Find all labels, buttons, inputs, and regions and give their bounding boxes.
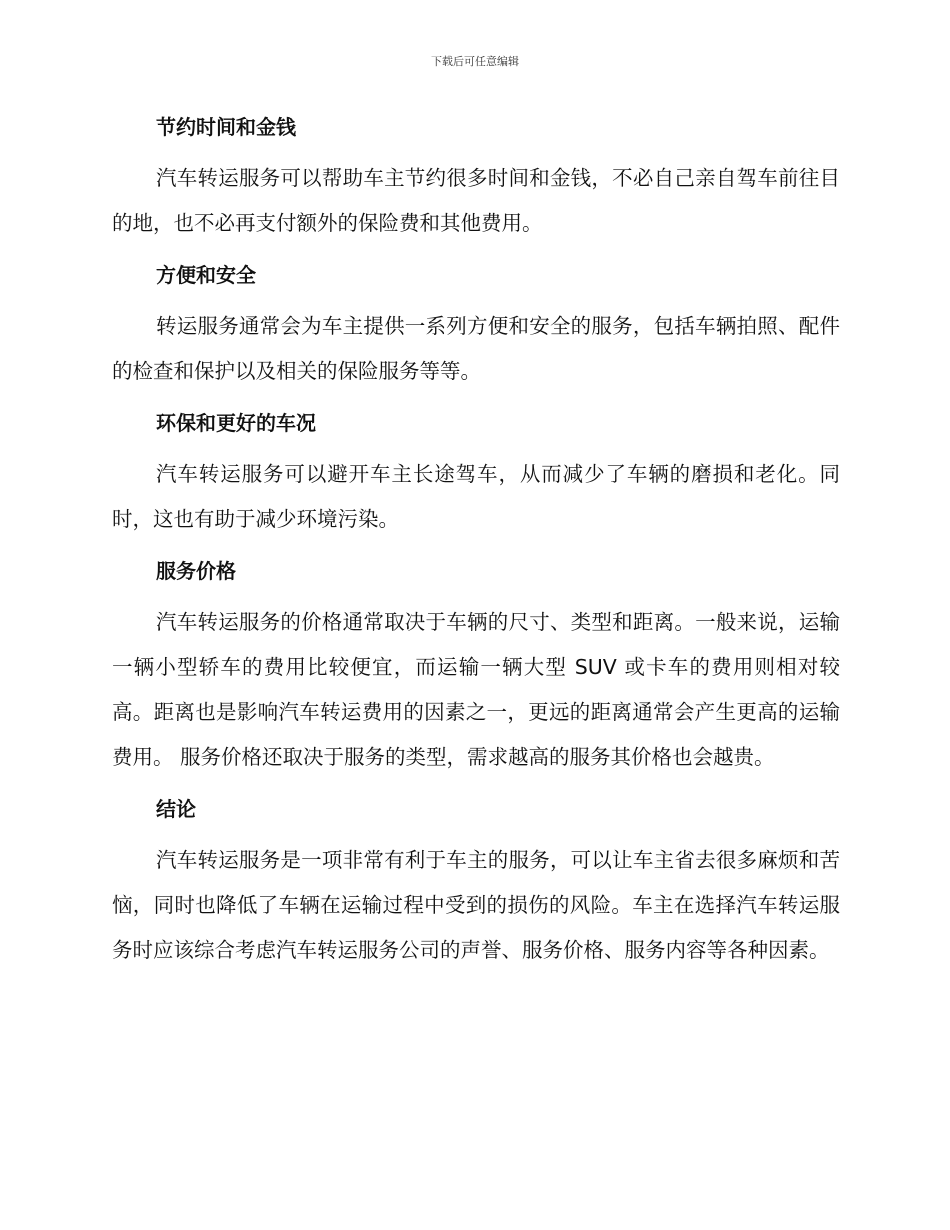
- section-eco-vehicle-condition: [112, 408, 840, 542]
- section-conclusion: [112, 794, 840, 973]
- section-service-price: [112, 556, 840, 780]
- section-heading: 节约时间和金钱: [156, 115, 296, 139]
- document-body: [112, 112, 840, 973]
- section-heading: 环保和更好的车况: [156, 411, 316, 435]
- section-save-time-money: [112, 112, 840, 246]
- section-heading: 服务价格: [156, 559, 236, 583]
- section-paragraph: 汽车转运服务可以帮助车主节约很多时间和金钱，不必自己亲自驾车前往目的地，也不必再支付额外的保险费和其他费用。: [112, 166, 840, 235]
- section-paragraph: 汽车转运服务可以避开车主长途驾车，从而减少了车辆的磨损和老化。同时，这也有助于减少环境污染。: [112, 462, 840, 531]
- section-heading: 方便和安全: [156, 263, 256, 287]
- section-paragraph: 转运服务通常会为车主提供一系列方便和安全的服务，包括车辆拍照、配件的检查和保护以及相关的保险服务等等。: [112, 314, 840, 383]
- section-paragraph: 汽车转运服务的价格通常取决于车辆的尺寸、类型和距离。一般来说，运输一辆小型轿车的费用比较便宜，而运输一辆大型 SUV 或卡车的费用则相对较高。距离也是影响汽车转运费用的因素之一，更远的距离通常会产生更高的运输费用。 服务价格还取决于服务的类型，需求越高的服务其价格也会越贵。: [112, 610, 840, 769]
- page-header-note: 下载后可任意编辑: [431, 55, 519, 68]
- section-heading: 结论: [156, 797, 196, 821]
- section-convenience-safety: [112, 260, 840, 394]
- section-paragraph: 汽车转运服务是一项非常有利于车主的服务，可以让车主省去很多麻烦和苦恼，同时也降低了车辆在运输过程中受到的损伤的风险。车主在选择汽车转运服务时应该综合考虑汽车转运服务公司的声誉、服务价格、服务内容等各种因素。: [112, 848, 840, 962]
